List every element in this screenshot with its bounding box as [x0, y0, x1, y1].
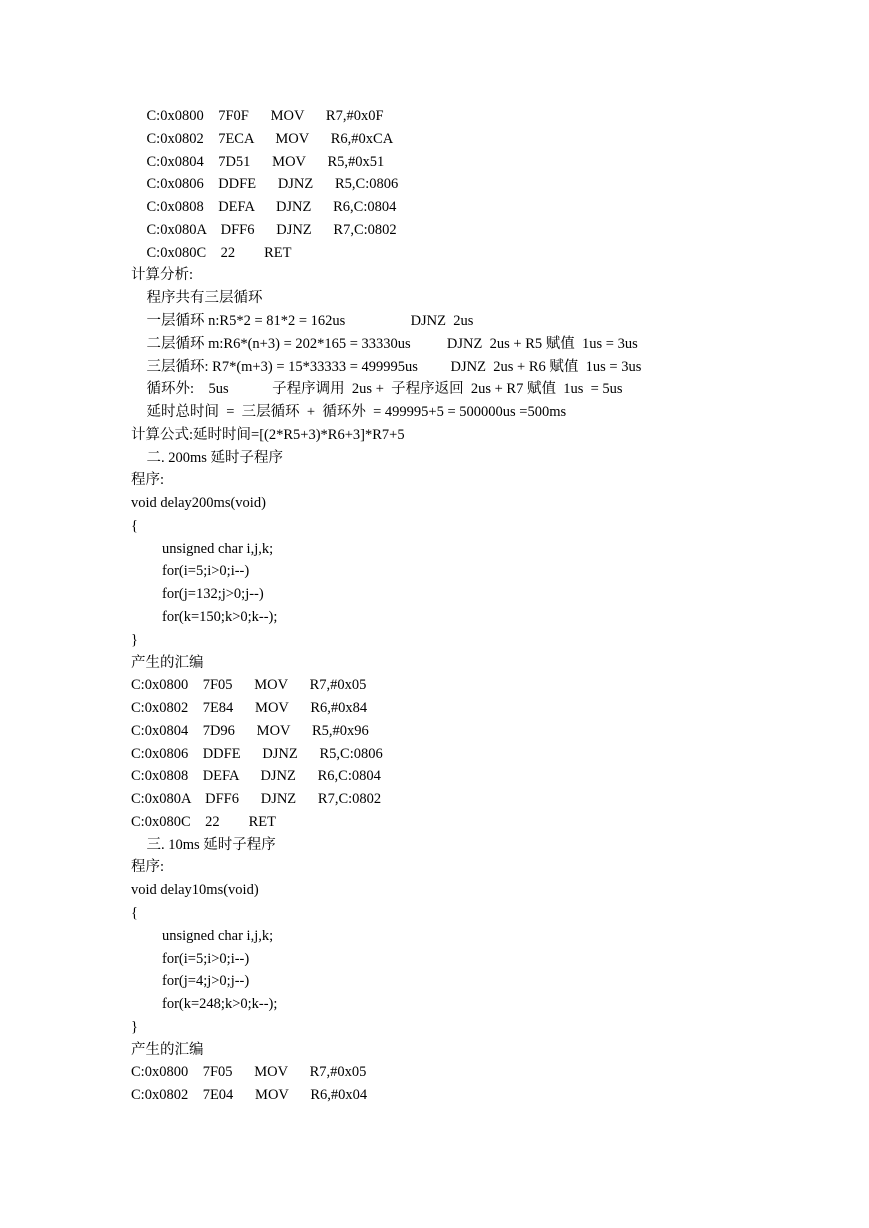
text-line: C:0x0800 7F05 MOV R7,#0x05: [131, 677, 367, 694]
text-line: 计算公式:延时时间=[(2*R5+3)*R6+3]*R7+5: [131, 426, 405, 443]
text-line: 产生的汇编: [131, 1041, 204, 1058]
text-line: C:0x080A DFF6 DJNZ R7,C:0802: [131, 791, 382, 808]
text-line: for(j=132;j>0;j--): [162, 586, 264, 603]
text-line: 计算分析:: [131, 267, 194, 284]
text-line: for(k=248;k>0;k--);: [162, 996, 278, 1012]
text-line: C:0x0802 7ECA MOV R6,#0xCA: [146, 130, 394, 147]
text-line: C:0x080C 22 RET: [146, 244, 292, 261]
text-line: C:0x0808 DEFA DJNZ R6,C:0804: [131, 768, 381, 785]
text-line: C:0x0804 7D51 MOV R5,#0x51: [146, 153, 385, 170]
text-line: for(i=5;i>0;i--): [162, 950, 250, 967]
text-line: 程序:: [131, 472, 165, 489]
text-line: 产生的汇编: [131, 654, 204, 671]
text-line: void delay200ms(void): [131, 495, 266, 512]
text-line: 二层循环 m:R6*(n+3) = 202*165 = 33330us DJNZ 2us + R5 赋值 1us = 3us: [146, 335, 638, 352]
text-line: 三. 10ms 延时子程序: [146, 836, 276, 853]
text-line: {: [131, 517, 138, 534]
text-line: for(k=150;k>0;k--);: [162, 608, 278, 625]
text-line: unsigned char i,j,k;: [162, 540, 274, 557]
text-line: 程序共有三层循环: [146, 290, 263, 307]
text-line: void delay10ms(void): [131, 882, 259, 899]
text-line: unsigned char i,j,k;: [162, 927, 274, 944]
text-line: C:0x0804 7D96 MOV R5,#0x96: [131, 722, 369, 739]
text-line: 延时总时间 = 三层循环 + 循环外 = 499995+5 = 500000us =500ms: [146, 404, 567, 420]
text-line: C:0x0806 DDFE DJNZ R5,C:0806: [146, 176, 399, 193]
text-line: C:0x0800 7F05 MOV R7,#0x05: [131, 1064, 367, 1081]
text-line: C:0x0802 7E04 MOV R6,#0x04: [131, 1087, 368, 1104]
text-line: {: [131, 904, 138, 921]
text-line: C:0x080A DFF6 DJNZ R7,C:0802: [146, 221, 397, 238]
text-line: C:0x0806 DDFE DJNZ R5,C:0806: [131, 745, 383, 762]
text-line: C:0x0800 7F0F MOV R7,#0x0F: [146, 108, 384, 124]
text-line: 一层循环 n:R5*2 = 81*2 = 162us DJNZ 2us: [146, 312, 474, 329]
text-line: C:0x080C 22 RET: [131, 813, 277, 830]
text-line: 二. 200ms 延时子程序: [146, 449, 284, 466]
text-line: 程序:: [131, 859, 165, 876]
text-line: C:0x0802 7E84 MOV R6,#0x84: [131, 700, 368, 716]
text-line: }: [131, 631, 138, 648]
text-line: for(j=4;j>0;j--): [162, 973, 250, 990]
text-line: }: [131, 1018, 138, 1035]
text-line: 三层循环: R7*(m+3) = 15*33333 = 499995us DJNZ 2us + R6 赋值 1us = 3us: [146, 358, 642, 375]
text-line: for(i=5;i>0;i--): [162, 563, 250, 580]
text-line: 循环外: 5us 子程序调用 2us + 子程序返回 2us + R7 赋值 1us = 5us: [146, 381, 623, 398]
text-line: C:0x0808 DEFA DJNZ R6,C:0804: [146, 199, 397, 216]
